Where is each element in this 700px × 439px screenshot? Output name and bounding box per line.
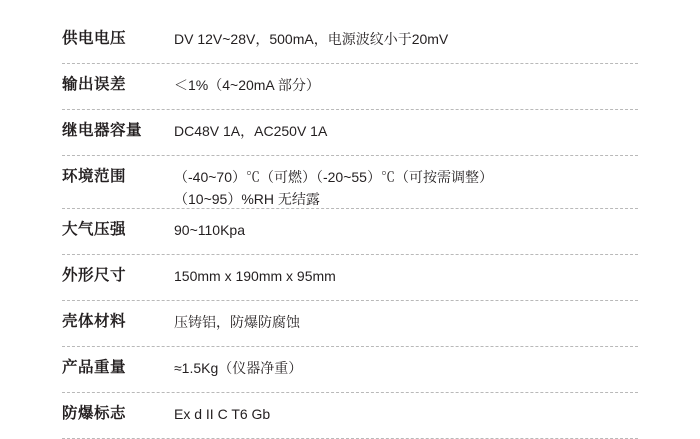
spec-value xyxy=(174,403,638,425)
table-row xyxy=(62,301,638,347)
table-row xyxy=(62,209,638,255)
table-row xyxy=(62,156,638,209)
spec-label: 大气压强 xyxy=(62,221,127,238)
spec-value-line: 150mm x 190mm x 95mm xyxy=(174,268,336,284)
spec-value xyxy=(174,219,638,241)
spec-value xyxy=(174,265,638,287)
spec-label: 防爆标志 xyxy=(62,405,127,422)
table-row xyxy=(62,64,638,110)
spec-label: 产品重量 xyxy=(62,359,127,376)
spec-value xyxy=(174,166,638,210)
spec-label: 外形尺寸 xyxy=(62,267,127,284)
table-row xyxy=(62,347,638,393)
table-row xyxy=(62,255,638,301)
spec-value-line: Ex d II C T6 Gb xyxy=(174,406,271,422)
spec-label: 输出误差 xyxy=(62,76,127,93)
spec-value xyxy=(174,357,638,379)
table-row xyxy=(62,18,638,64)
spec-value-line: 压铸铝，防爆防腐蚀 xyxy=(174,314,300,330)
spec-value xyxy=(174,120,638,142)
spec-value-line: （10~95）%RH 无结露 xyxy=(174,191,320,207)
spec-value-line: DC48V 1A，AC250V 1A xyxy=(174,123,328,139)
spec-label: 继电器容量 xyxy=(62,122,143,139)
spec-label: 壳体材料 xyxy=(62,313,127,330)
spec-label: 供电电压 xyxy=(62,30,127,47)
table-row xyxy=(62,393,638,439)
spec-value-line: DV 12V~28V，500mA，电源波纹小于20mV xyxy=(174,31,449,47)
spec-value xyxy=(174,74,638,96)
spec-value-line: 90~110Kpa xyxy=(174,222,245,238)
spec-value xyxy=(174,28,638,50)
spec-value xyxy=(174,311,638,333)
spec-value-line: ≈1.5Kg（仪器净重） xyxy=(174,360,303,376)
spec-value-line: ＜1%（4~20mA 部分） xyxy=(174,77,320,93)
spec-value-line: （-40~70）℃（可燃）（-20~55）℃（可按需调整） xyxy=(174,169,493,185)
table-row xyxy=(62,110,638,156)
spec-label: 环境范围 xyxy=(62,168,127,185)
